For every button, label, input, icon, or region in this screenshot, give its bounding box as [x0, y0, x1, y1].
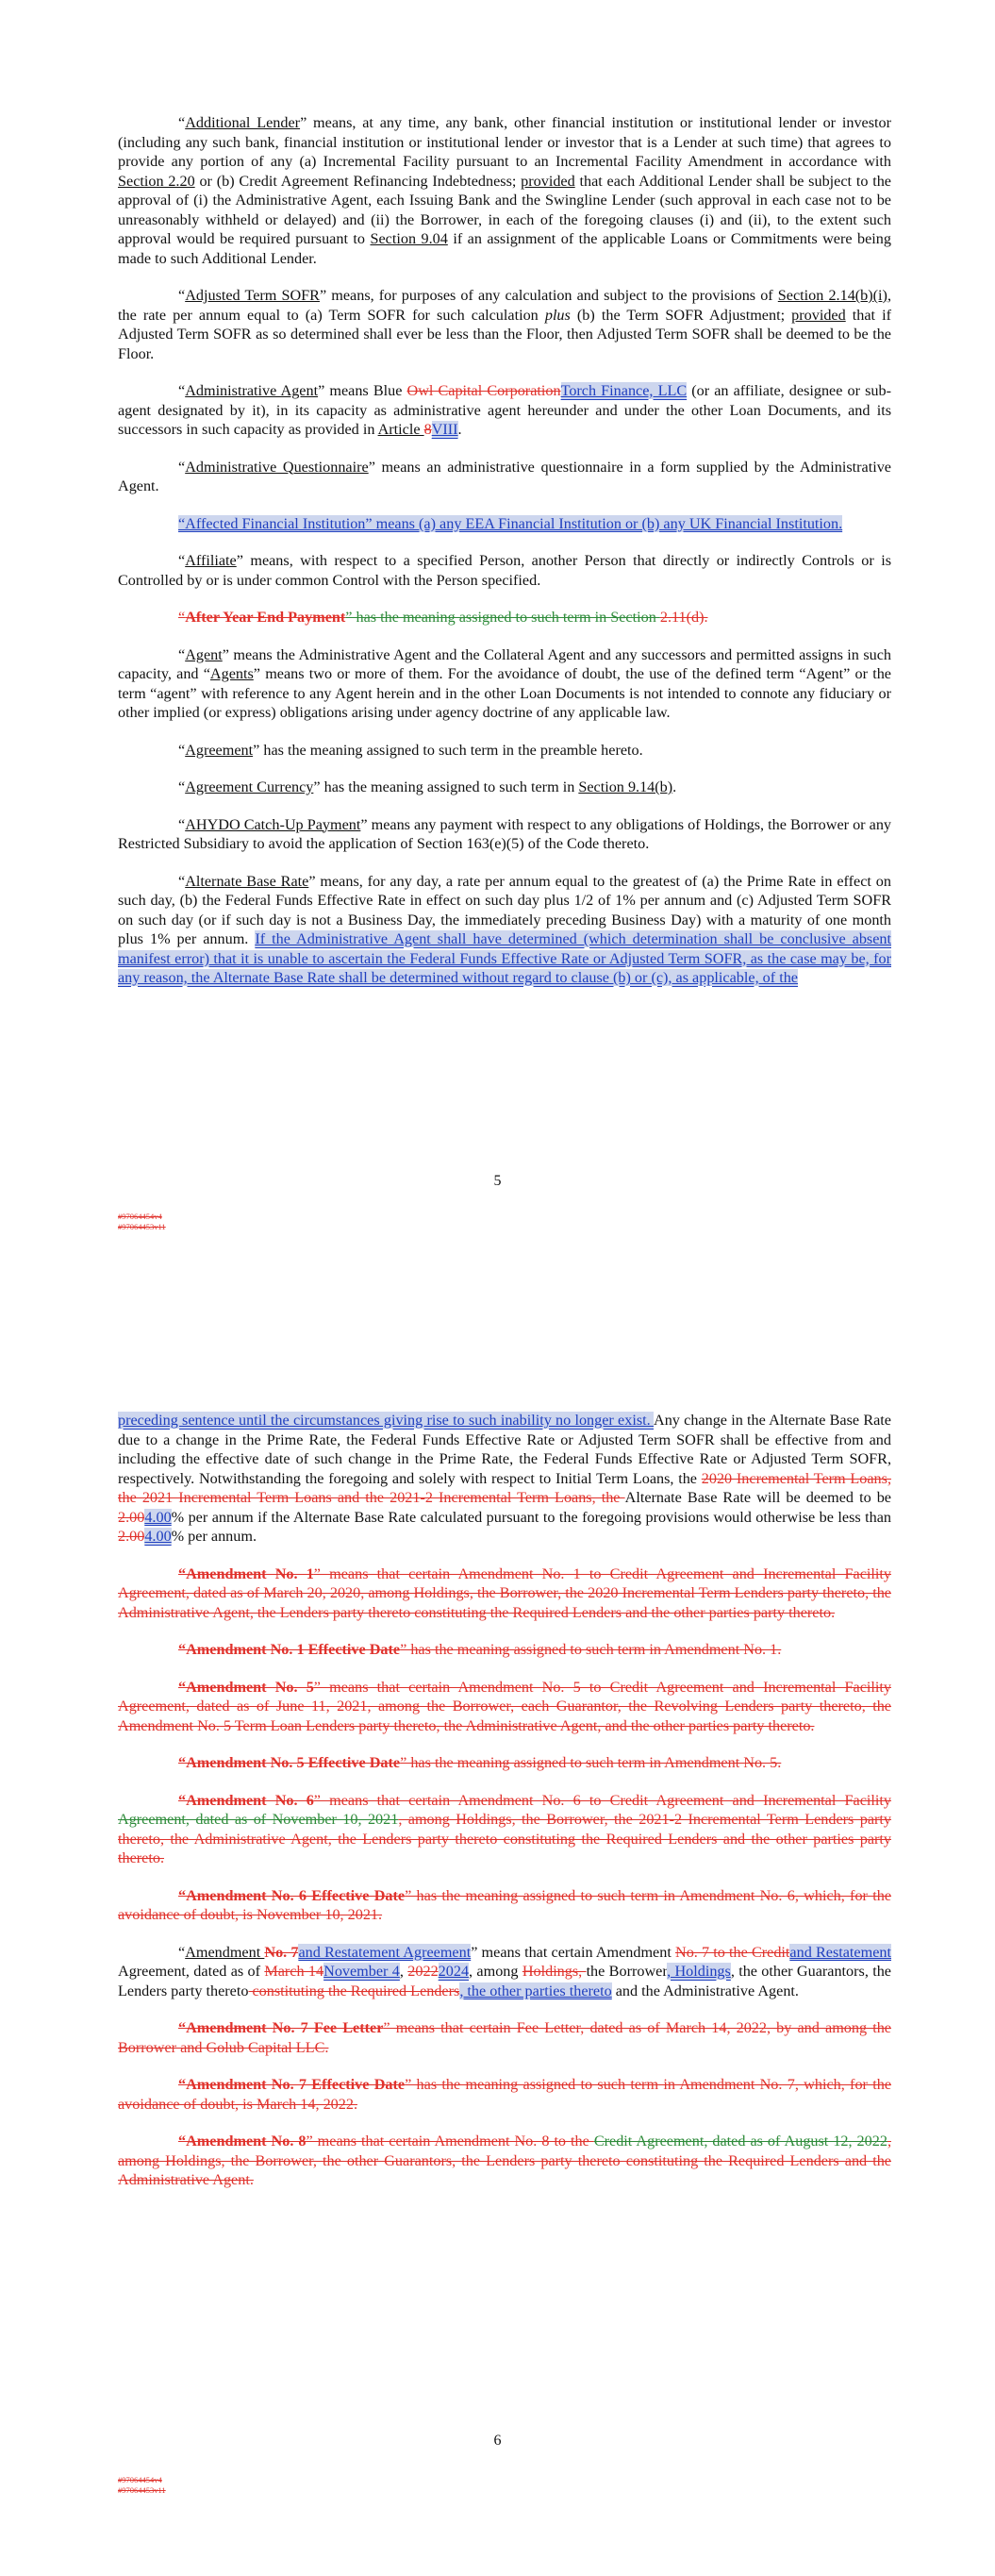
definition-text: that each Additional Lender shall be subject to the approval of (i) the Administrative Agent, each Issuing Bank and the Swingline Lender (such approval in each case not to be unreasonably withheld or delayed) and (ii) the Borrower, in each of the foregoing clauses (i) and (ii), to the extent such approval would be required pursuant to — [118, 172, 891, 247]
defined-term: Agreement Currency — [185, 778, 314, 795]
page-gap — [0, 1312, 995, 1411]
definition-amendment-no-8 — [118, 2132, 891, 2190]
definition-amendment-no-6 — [118, 1791, 891, 1868]
deleted-text: Credit Agreement, dated as of August 12, 2022 — [593, 2133, 887, 2149]
definition-ahydo-catch-up-payment: “AHYDO Catch-Up Payment” means any payment with respect to any obligations of Holdings, the Borrower or any Restricted Subsidiary to avoid the application of Section 163(e)(5) of the Code thereto. — [118, 815, 892, 852]
quote-mark: “ — [178, 1943, 186, 1961]
definition-amendment-no-7-fee-letter — [118, 2018, 891, 2057]
defined-term: AHYDO Catch-Up Payment — [185, 815, 361, 833]
definition-text: has the meaning assigned to such term in — [320, 778, 579, 795]
definition-text: means, with respect to a specified Person, another Person that directly or indirectly Controls or is Controlled by or is under common Control with the Person specified. — [118, 552, 891, 589]
inserted-text: 4.00 — [144, 1508, 172, 1526]
deleted-defined-term: “Amendment No. 8 — [178, 2133, 307, 2149]
deleted-defined-term: “Amendment No. 7 Fee Letter — [178, 2019, 384, 2036]
deleted-text: Owl Capital Corporation — [406, 382, 561, 399]
inserted-text: , Holdings — [667, 1963, 731, 1980]
section-reference: Section 9.04 — [370, 230, 448, 247]
document-footer-ids — [118, 2475, 166, 2496]
inserted-text: November 4 — [323, 1963, 400, 1980]
page-number: 6 — [493, 2433, 502, 2449]
defined-term: Agreement — [185, 741, 254, 759]
definition-amendment-no-1 — [118, 1564, 891, 1623]
inserted-text: VIII — [431, 421, 458, 438]
defined-term: Administrative Questionnaire — [185, 458, 369, 476]
definition-text: means Blue — [324, 382, 407, 399]
definition-amendment-no-1-effective-date — [118, 1640, 891, 1660]
deleted-text: ” means that certain Fee Letter, dated as of March 14, 2022, by and among the Borrower and Golub Capital LLC. — [118, 2019, 891, 2056]
deleted-defined-term: “Amendment No. 5 — [178, 1678, 314, 1696]
definition-text: , the rate per annum equal to (a) Term SOFR for such calculation — [118, 287, 891, 324]
definition-text: , among — [469, 1963, 522, 1980]
document-page-6 — [0, 1411, 995, 2576]
deleted-text: ” has the meaning assigned to such term in Section — [345, 609, 660, 626]
definition-additional-lender: “Additional Lender” means, at any time, any bank, other financial institution or institutional lender or investor (including any such bank, financial institution or institutional lender or investor that is a Lender at such time) that agrees to provide any portion of any (a) Incremental Facility pursuant to an Incremental Facility Amendment in accordance with Section 2.20 or (b) Credit Agreement Refinancing Indebtedness; provided that each Additional Lender shall be subject to the approval of (i) the Administrative Agent, each Issuing Bank and the Swingline Lender (such approval in each case not to be unreasonably withheld or delayed) and (ii) the Borrower, in each of the foregoing clauses (i) and (ii), to the extent such approval would be required pursuant to Section 9.04 if an assignment of the applicable Loans or Commitments were being made to such Additional Lender. — [118, 114, 891, 267]
definition-affected-financial-institution — [118, 514, 891, 534]
definition-text: Alternate Base Rate will be deemed to be — [624, 1489, 891, 1506]
defined-term: Amendment — [185, 1943, 265, 1961]
footer-doc-id: #97064453v11 — [118, 2485, 166, 2495]
definition-text: means, at any time, any bank, other financial institution or institutional lender or investor (including any such bank, financial institution or institutional lender or investor that is a Lender at such time) that agrees to provide any portion of any (a) Incremental Facility pursuant to an Incremental Facility Amendment in accordance with — [118, 114, 891, 170]
definition-text: % per annum if the Alternate Base Rate calculated pursuant to the foregoing provisions would otherwise be less than — [171, 1508, 891, 1526]
definition-text: means any payment with respect to any obligations of Holdings, the Borrower or any Restricted Subsidiary to avoid the application of Section 163(e)(5) of the Code thereto. — [118, 815, 892, 852]
deleted-text: ” means that certain Amendment No. 8 to the — [306, 2133, 594, 2149]
deleted-text: 8 — [423, 421, 432, 438]
defined-term: Agents — [209, 665, 254, 682]
definition-alternate-base-rate: “Alternate Base Rate” means, for any day, a rate per annum equal to the greatest of (a) the Prime Rate in effect on such day, (b) the Federal Funds Effective Rate in effect on such day plus 1/2 of 1% per annum and (c) Adjusted Term SOFR on such day (or if such day is not a Business Day, the immediately preceding Business Day) with a maturity of one month plus 1% per annum. If the Administrative Agent shall have determined (which determination shall be conclusive absent manifest error) that it is unable to ascertain the Federal Funds Effective Rate or Adjusted Term SOFR, as the case may be, for any reason, the Alternate Base Rate shall be determined without regard to clause (b) or (c), as applicable, of the — [118, 872, 891, 986]
section-reference: Section 2.14(b)(i) — [777, 287, 887, 304]
deleted-text: , among Holdings, the Borrower, the 2021-2 Incremental Term Lenders party thereto, the Administrative Agent, the Lenders party thereto constituting the Required Lenders and the other parties party thereto. — [118, 1811, 892, 1866]
deleted-text: ” has the meaning assigned to such term in Amendment No. 5. — [400, 1754, 782, 1771]
definition-amendment-no-5 — [118, 1678, 891, 1736]
definition-text: . — [672, 778, 677, 795]
defined-term: Additional Lender — [185, 114, 301, 131]
inserted-text: and Restatement Agreement — [298, 1943, 472, 1961]
definition-amendment-no-7-effective-date — [118, 2075, 891, 2114]
definition-text: if an assignment of the applicable Loans or Commitments were being made to such Additional Lender. — [118, 230, 891, 267]
page-number: 5 — [493, 1173, 502, 1189]
defined-term: Administrative Agent — [185, 382, 319, 399]
inserted-text: “Affected Financial Institution” means (a) any EEA Financial Institution or (b) any UK Financial Institution. — [178, 514, 843, 532]
definition-text: means, for any day, a rate per annum equal to the greatest of (a) the Prime Rate in effect on such day, (b) the Federal Funds Effective Rate in effect on such day plus 1/2 of 1% per annum and (c) Adjusted Term SOFR on such day (or if such day is not a Business Day, the immediately preceding Business Day) with a maturity of one month plus 1% per annum. — [118, 872, 891, 947]
section-reference: Section 9.14(b) — [578, 778, 673, 795]
definition-adjusted-term-sofr: “Adjusted Term SOFR” means, for purposes of any calculation and subject to the provisions of Section 2.14(b)(i), the rate per annum equal to (a) Term SOFR for such calculation plus (b) the Term SOFR Adjustment; provided that if Adjusted Term SOFR as so determined shall ever be less than the Floor, then Adjusted Term SOFR shall be deemed to be the Floor. — [118, 287, 891, 362]
definition-affiliate: “Affiliate” means, with respect to a specified Person, another Person that directly or indirectly Controls or is Controlled by or is under common Control with the Person specified. — [118, 552, 891, 589]
definition-administrative-questionnaire: “Administrative Questionnaire” means an administrative questionnaire in a form supplied by the Administrative Agent. — [118, 458, 891, 494]
deleted-text: ” has the meaning assigned to such term in Amendment No. 7, which, for the avoidance of doubt, is March 14, 2022. — [118, 2076, 891, 2113]
defined-term: Agent — [185, 645, 223, 663]
definition-text: means an administrative questionnaire in a form supplied by the Administrative Agent. — [118, 458, 891, 494]
definition-text: , — [399, 1963, 408, 1980]
inserted-text: 4.00 — [144, 1528, 172, 1545]
provided-keyword: provided — [791, 306, 846, 324]
deleted-defined-term: “Amendment No. 5 Effective Date — [178, 1754, 401, 1771]
definition-text: means, for purposes of any calculation and subject to the provisions of — [326, 287, 778, 304]
footer-doc-id: #97064453v11 — [118, 1222, 166, 1231]
footer-doc-id: #97064454v4 — [118, 1212, 162, 1221]
deleted-text: ” means that certain Amendment No. 1 to Credit Agreement and Incremental Facility Agreement, dated as of March 20, 2020, among Holdings, the Borrower, the 2020 Incremental Term Lenders party thereto, the Administrative Agent, the Lenders party thereto constituting the Required Lenders and the other parties party thereto. — [118, 1564, 891, 1621]
article-reference: Article — [377, 421, 424, 438]
deleted-text: ” means that certain Amendment No. 5 to Credit Agreement and Incremental Facility Agreement, dated as of June 11, 2021, among the Borrower, each Guarantor, the Revolving Lenders party thereto, the Amendment No. 5 Term Loan Lenders party thereto, the Administrative Agent, and the other parties party thereto. — [118, 1678, 891, 1734]
definition-text: means the Administrative Agent and the Collateral Agent and any successors and permitted assigns in such capacity, and “ — [118, 645, 891, 682]
deleted-text: . — [704, 609, 708, 626]
deleted-text: 2022 — [407, 1963, 439, 1980]
definition-amendment-no-6-effective-date — [118, 1886, 891, 1925]
inserted-text: If the Administrative Agent shall have determined (which determination shall be conclusive absent manifest error) that it is unable to ascertain the Federal Funds Effective Rate or Adjusted Term SOFR, as the case may be, for any reason, the Alternate Base Rate shall be determined without regard to clause (b) or (c), as applicable, of the — [118, 930, 891, 986]
definition-administrative-agent: “Administrative Agent” means Blue Owl Capital CorporationTorch Finance, LLC (or an affiliate, designee or sub-agent designated by it), in its capacity as administrative agent hereunder and under the other Loan Documents, and its successors in such capacity as provided in Article 8VIII. — [118, 382, 891, 438]
deleted-text: “ — [178, 609, 186, 626]
definition-text: has the meaning assigned to such term in the preamble hereto. — [259, 741, 643, 759]
deleted-text: Holdings, — [522, 1963, 587, 1980]
deleted-defined-term: “Amendment No. 6 Effective Date — [178, 1886, 406, 1904]
deleted-defined-term: “Amendment No. 6 — [178, 1791, 314, 1809]
deleted-text: ” has the meaning assigned to such term in Amendment No. 1. — [400, 1641, 782, 1658]
definition-amendment-and-restatement-agreement — [118, 1943, 891, 2001]
section-reference: Section 2.20 — [118, 172, 195, 190]
definition-text: Agreement, dated as of — [118, 1963, 265, 1980]
definition-text: . — [457, 421, 462, 438]
provided-keyword: provided — [521, 172, 575, 190]
deleted-text: March 14 — [264, 1963, 324, 1980]
definition-text: or (b) Credit Agreement Refinancing Indebtedness; — [194, 172, 522, 190]
definition-amendment-no-5-effective-date — [118, 1753, 891, 1773]
document-footer-ids — [118, 1212, 166, 1232]
definition-alternate-base-rate-continued — [118, 1411, 891, 1547]
footer-doc-id: #97064454v4 — [118, 2475, 162, 2484]
definition-text: the Borrower — [586, 1963, 668, 1980]
deleted-text: 2.00 — [118, 1528, 145, 1545]
definition-agreement: “Agreement” has the meaning assigned to such term in the preamble hereto. — [178, 741, 643, 759]
deleted-text: 2020 Incremental Term Loans, the 2021 Incremental Term Loans and the 2021-2 Incremental Term Loans, the — [118, 1469, 891, 1506]
deleted-text: constituting the Required Lenders — [248, 1982, 460, 1999]
definition-text: ” means that certain Amendment — [471, 1943, 675, 1961]
definition-text: (or an affiliate, designee or sub-agent designated by it), in its capacity as administrative agent hereunder and under the other Loan Documents, and its successors in such capacity as provided in — [118, 382, 891, 438]
definition-agent: “Agent” means the Administrative Agent and the Collateral Agent and any successors and permitted assigns in such capacity, and “Agents” means two or more of them. For the avoidance of doubt, the use of the defined term “Agent” or the term “agent” with reference to any Agent herein and in the other Loan Documents is not intended to connote any fiduciary or other implied (or express) obligations arising under agency doctrine of any applicable law. — [118, 645, 891, 721]
inserted-text: Torch Finance, LLC — [560, 382, 688, 399]
page-5-body — [118, 113, 891, 988]
defined-term: Alternate Base Rate — [185, 872, 309, 890]
deleted-defined-term: After Year End Payment — [185, 609, 346, 626]
defined-term: Adjusted Term SOFR — [185, 287, 320, 304]
definition-text: ” means two or more of them. For the avoidance of doubt, the use of the defined term “Agent” or the term “agent” with reference to any Agent herein and in the other Loan Documents is not intended to connote any fiduciary or other implied (or express) obligations arising under agency doctrine of any applicable law. — [118, 665, 891, 721]
inserted-text: preceding sentence until the circumstances giving rise to such inability no longer exist. — [118, 1412, 655, 1429]
deleted-text: ” has the meaning assigned to such term in Amendment No. 6, which, for the avoidance of doubt, is November 10, 2021. — [118, 1886, 891, 1923]
definition-text: that if Adjusted Term SOFR as so determined shall ever be less than the Floor, then Adjusted Term SOFR shall be deemed to be the Floor. — [118, 306, 891, 362]
definition-agreement-currency: “Agreement Currency” has the meaning assigned to such term in Section 9.14(b). — [178, 778, 677, 795]
definition-text: , the other Guarantors, the Lenders party thereto — [118, 1963, 891, 1999]
deleted-text: No. 7 to the Credit — [675, 1943, 790, 1961]
deleted-text: , among Holdings, the Borrower, the other Guarantors, the Lenders party thereto constituting the Required Lenders and the Administrative Agent. — [118, 2133, 891, 2188]
definition-text: and the Administrative Agent. — [611, 1982, 799, 1999]
deleted-defined-term: “Amendment No. 7 Effective Date — [178, 2076, 406, 2093]
definition-text: (b) the Term SOFR Adjustment; — [570, 306, 792, 324]
deleted-text: Agreement, dated as of November 10, 2021 — [118, 1811, 399, 1828]
deleted-defined-term: “Amendment No. 1 — [178, 1564, 314, 1582]
defined-term: Affiliate — [185, 552, 237, 569]
definition-after-year-end-payment — [118, 608, 891, 627]
inserted-text: 2024 — [438, 1963, 470, 1980]
inserted-text: and Restatement — [789, 1943, 891, 1961]
definition-text: Any change in the Alternate Base Rate due to a change in the Prime Rate, the Federal Funds Effective Rate or Adjusted Term SOFR shall be effective from and including the effective date of such change in the Prime Rate, the Federal Funds Effective Rate or Adjusted Term SOFR, respectively. Notwithstanding the foregoing and solely with respect to Initial Term Loans, the — [118, 1412, 891, 1487]
definition-text: % per annum. — [171, 1528, 257, 1545]
deleted-text: 2.00 — [118, 1508, 145, 1526]
inserted-text: , the other parties thereto — [459, 1982, 612, 1999]
deleted-text: No. 7 — [264, 1943, 299, 1961]
deleted-text: ” means that certain Amendment No. 6 to Credit Agreement and Incremental Facility — [313, 1791, 891, 1809]
deleted-defined-term: “Amendment No. 1 Effective Date — [178, 1641, 401, 1658]
page-6-body — [118, 1411, 891, 2208]
plus-keyword: plus — [544, 306, 571, 324]
deleted-text: 2.11(d) — [659, 609, 705, 626]
